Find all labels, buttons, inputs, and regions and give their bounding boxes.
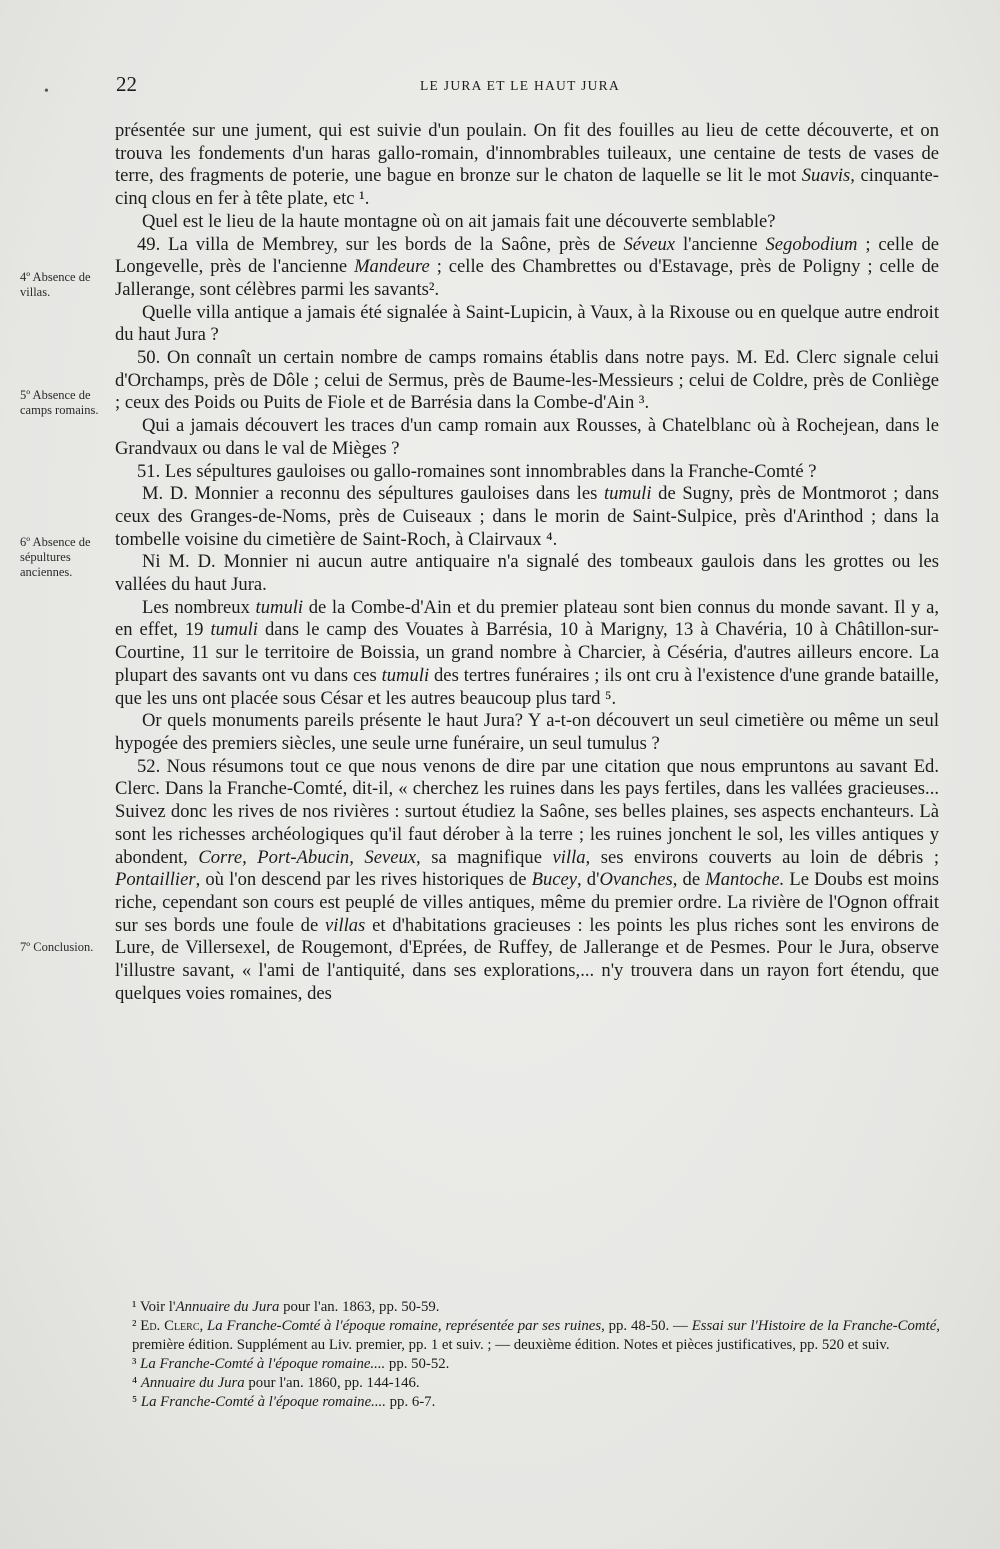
margin-dot: • (44, 84, 49, 99)
sidenote-sepultures: 6º Absence de sépultures anciennes. (20, 535, 91, 579)
paragraph: 49. La villa de Membrey, sur les bords de la Saône, près de Séveux l'ancienne Segobodium ; celle de Longevelle, près de l'ancienne Mandeure ; celle des Chambrettes ou d'Estavage, près de Poligny ; celle de Jallerange, sont célèbres parmi les savants². (115, 233, 939, 300)
footnotes (120, 1298, 940, 1412)
paragraph: M. D. Monnier a reconnu des sépultures gauloises dans les tumuli de Sugny, près de Montmorot ; dans ceux des Granges-de-Noms, près de Cuiseaux ; dans le morin de Saint-Sulpice, près d'Arinthod ; dans la tombelle voisine du cimetière de Saint-Roch, à Clairvaux ⁴. (115, 483, 939, 550)
paragraph: 51. Les sépultures gauloises ou gallo-romaines sont innombrables dans la Franche-Comté ? (137, 460, 817, 482)
paragraph: 50. On connaît un certain nombre de camps romains établis dans notre pays. M. Ed. Clerc signale celui d'Orchamps, près de Dôle ; celui de Sermus, près de Baume-les-Messieurs ; celui de Coldre, près de Conliège ; ceux des Poids ou Puits de Fiole et de Barrésia dans la Combe-d'Ain ³. (115, 347, 939, 414)
page-number: 22 (116, 72, 137, 96)
paragraph: Quel est le lieu de la haute montagne où on ait jamais fait une découverte semblable? (142, 210, 776, 232)
footnote-3: ³ La Franche-Comté à l'époque romaine.... pp. 50-52. (132, 1356, 450, 1372)
paragraph: Quelle villa antique a jamais été signalée à Saint-Lupicin, à Vaux, à la Rixouse ou en quelque autre endroit du haut Jura ? (115, 301, 939, 346)
sidenote-villas: 4º Absence de villas. (20, 270, 91, 299)
paragraph: Les nombreux tumuli de la Combe-d'Ain et du premier plateau sont bien connus du monde savant. Il y a, en effet, 19 tumuli dans le camp des Vouates à Barrésia, 10 à Marigny, 13 à Chavéria, 10 à Châtillon-sur-Courtine, 11 sur le territoire de Boissia, un grand nombre à Charcier, à Céséria, d'autres ailleurs encore. La plupart des savants ont vu dans ces tumuli des tertres funéraires ; ils ont cru à l'existence d'une grande bataille, que les uns ont placée sous César et les autres beaucoup plus tard ⁵. (115, 596, 939, 709)
footnote-5: ⁵ La Franche-Comté à l'époque romaine.... pp. 6-7. (132, 1394, 436, 1410)
running-head: LE JURA ET LE HAUT JURA (420, 78, 621, 93)
footnote-1: ¹ Voir l'Annuaire du Jura pour l'an. 1863, pp. 50-59. (132, 1299, 440, 1315)
body-text (115, 120, 939, 1005)
footnote-2: ² Ed. Clerc, La Franche-Comté à l'époque romaine, représentée par ses ruines, pp. 48-50. — Essai sur l'Histoire de la Franche-Comté, première édition. Supplément au Liv. premier, pp. 1 et suiv. ; — deuxième édition. Notes et pièces justificatives, pp. 520 et suiv. (132, 1318, 940, 1353)
sidenote-conclusion: 7º Conclusion. (20, 940, 94, 954)
paragraph: Qui a jamais découvert les traces d'un camp romain aux Rousses, à Chatelblanc où à Rochejean, dans le Grandvaux ou dans le val de Mièges ? (115, 415, 939, 459)
paragraph: 52. Nous résumons tout ce que nous venons de dire par une citation que nous empruntons au savant Ed. Clerc. Dans la Franche-Comté, dit-il, « cherchez les ruines dans les pays fertiles, dans les vallées gracieuses... Suivez donc les rives de nos rivières : surtout étudiez la Saône, ses belles plaines, ses aspects enchanteurs. Là sont les richesses archéologiques qu'il faut dérober à la terre ; les ruines jonchent le sol, les villes antiques y abondent, Corre, Port-Abucin, Seveux, sa magnifique villa, ses environs couverts au loin de débris ; Pontaillier, où l'on descend par les rives historiques de Bucey, d'Ovanches, de Mantoche. Le Doubs est moins riche, cependant son cours est peuplé de villes antiques, même du premier ordre. La rivière de l'Ognon offrait sur ses bords une foule de villas et d'habitations gracieuses : les points les plus riches sont les environs de Lure, de Villersexel, de Rougemont, d'Eprées, de Ruffey, de Jallerange et de Pesmes. Pour le Jura, observe l'illustre savant, « l'ami de l'antiquité, dans ses explorations,... n'y trouvera dans un rayon fort étendu, que quelques voies romaines, des (115, 755, 940, 1004)
paragraph: Ni M. D. Monnier ni aucun autre antiquaire n'a signalé des tombeaux gaulois dans les grottes ou les vallées du haut Jura. (115, 551, 939, 596)
paragraph: présentée sur une jument, qui est suivie d'un poulain. On fit des fouilles au lieu de cette découverte, et on trouva les fondements d'un haras gallo-romain, d'innombrables tuileaux, une centaine de tests de vases de terre, des fragments de poterie, une bague en bronze sur le chaton de laquelle se lit le mot Suavis, cinquante-cinq clous en fer à tête plate, etc ¹. (115, 120, 939, 210)
paragraph: Or quels monuments pareils présente le haut Jura? Y a-t-on découvert un seul cimetière ou même un seul hypogée des premiers siècles, une seule urne funéraire, un seul tumulus ? (115, 710, 939, 754)
footnote-4: ⁴ Annuaire du Jura pour l'an. 1860, pp. 144-146. (132, 1375, 420, 1391)
sidenote-camps: 5º Absence de camps romains. (20, 388, 99, 417)
